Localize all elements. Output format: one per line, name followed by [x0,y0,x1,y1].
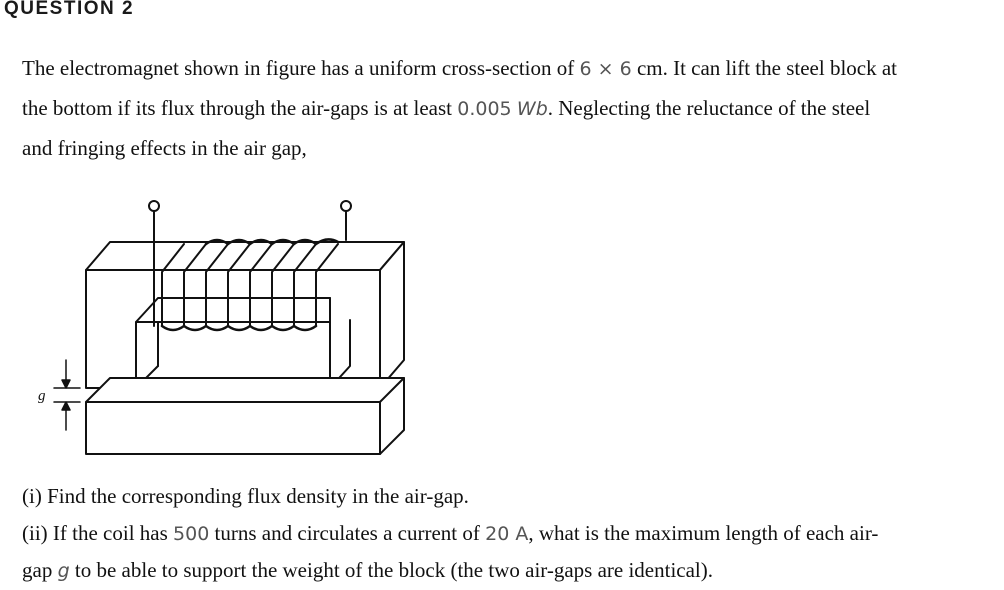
gap-variable: g [57,560,70,582]
question-1: (i) Find the corresponding flux density in the air-gap. [22,484,469,508]
electromagnet-core [86,242,404,388]
problem-line-3: and fringing effects in the air gap, [22,136,307,160]
terminal-left-icon [149,201,159,211]
gap-label: g [38,388,46,404]
question-2: (ii) If the coil has 500 turns and circulates a current of 20 A, what is the maximum length of each air- [22,521,879,545]
cross-section-value: 6 × 6 [579,58,632,80]
terminal-right-icon [341,201,351,211]
problem-line-1: The electromagnet shown in figure has a uniform cross-section of 6 × 6 cm. It can lift the steel block at [22,56,898,80]
turns-value: 500 [173,523,210,545]
air-gap-dimension [38,360,80,430]
problem-line-2: the bottom if its flux through the air-gaps is at least 0.005 Wb. Neglecting the reluctance of the steel [22,96,871,120]
current-value: 20 A [485,523,529,545]
question-list [22,478,1002,589]
problem-statement [22,48,1002,168]
flux-unit: Wb [516,98,548,120]
question-title: QUESTION 2 [4,0,135,19]
electromagnet-figure [28,192,428,472]
question-2-continued: gap g to be able to support the weight of the block (the two air-gaps are identical). [22,558,714,582]
steel-block [86,378,404,454]
flux-value: 0.005 [457,98,512,120]
